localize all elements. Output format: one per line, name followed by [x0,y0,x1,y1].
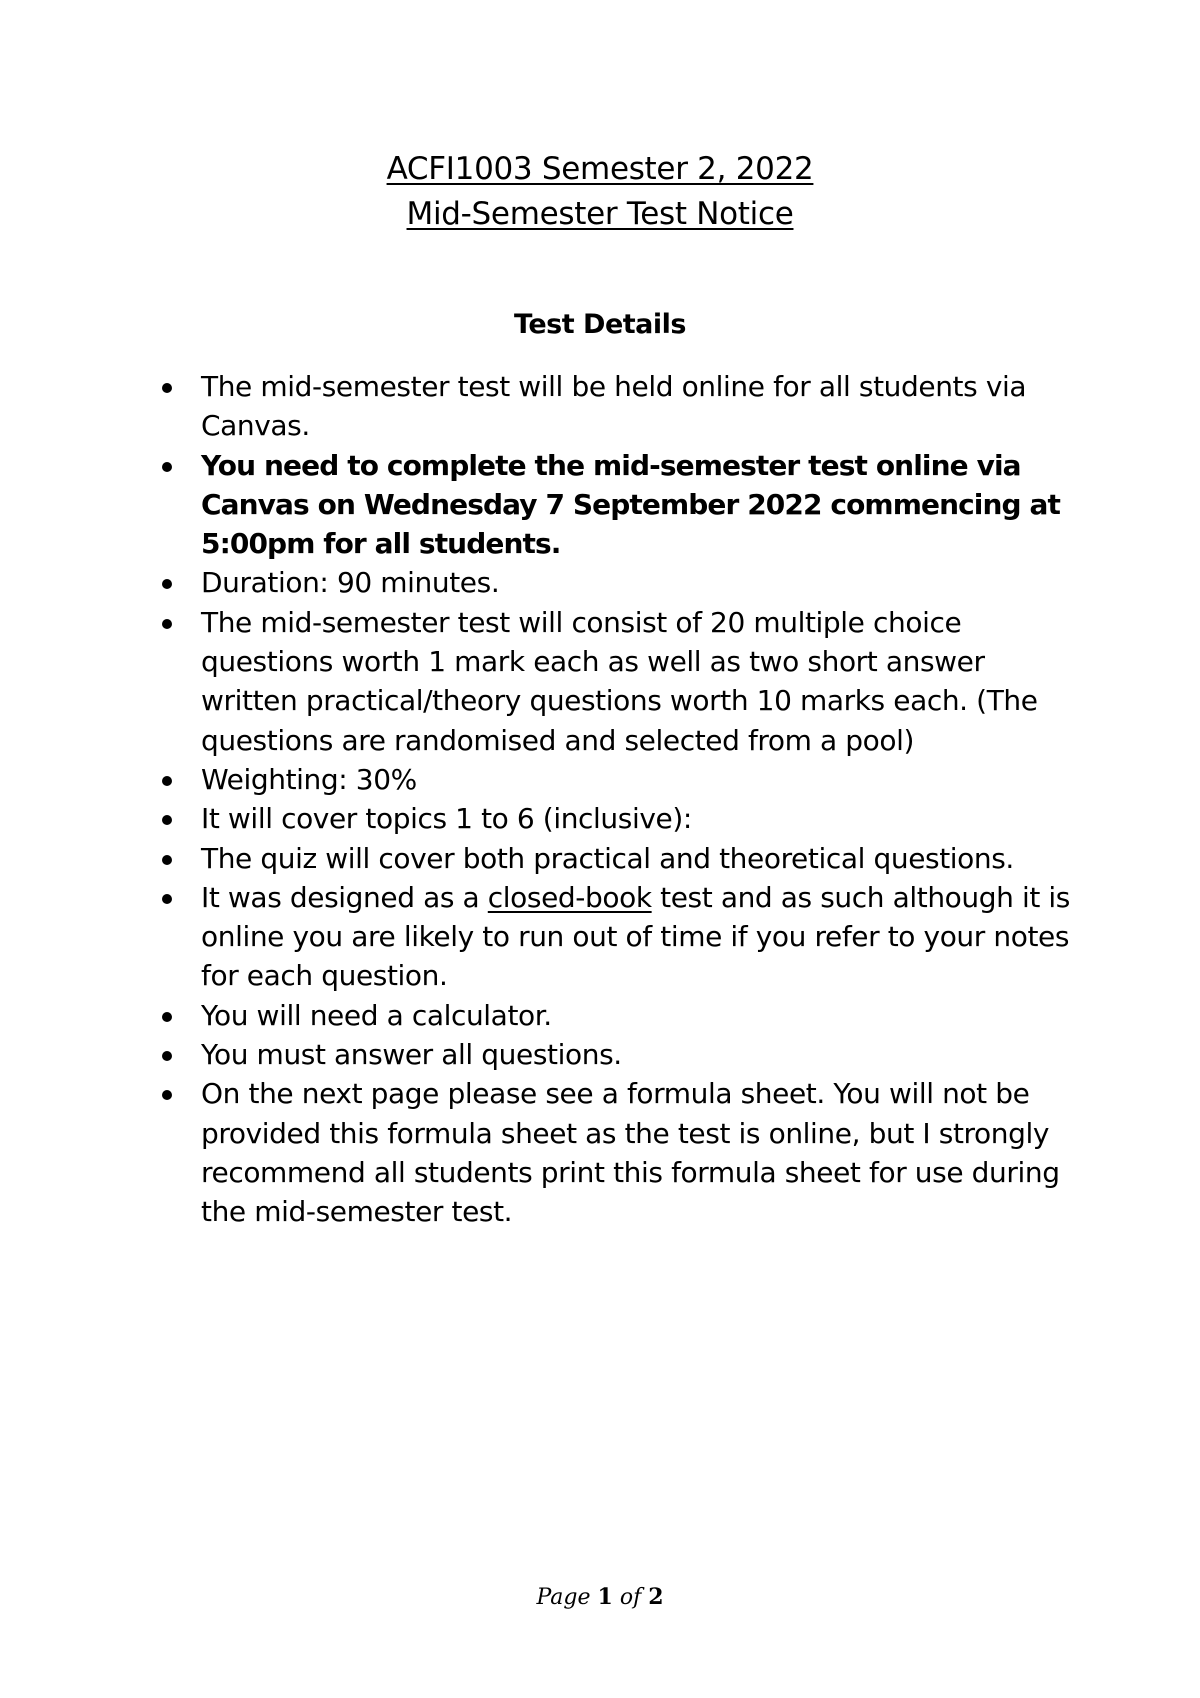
title-line-notice: Mid-Semester Test Notice [406,196,794,232]
closed-book-emphasis: closed-book [487,880,652,914]
bullet-icon [162,619,172,629]
list-item [0,563,1081,602]
bullet-icon [162,1012,172,1022]
list-item [0,839,1081,878]
current-page-number: 1 [597,1584,613,1610]
list-item [0,996,1081,1035]
list-item-text: The mid-semester test will be held online for all students via Canvas. [201,370,1027,443]
list-item-text-prefix: It was designed as a [201,880,488,914]
page-label: Page [536,1585,591,1610]
list-item [0,367,1081,446]
list-item-text: The quiz will cover both practical and theoretical questions. [201,841,1014,875]
title-line-course: ACFI1003 Semester 2, 2022 [386,151,814,187]
list-item-text: Duration: 90 minutes. [201,566,500,600]
bullet-icon [162,579,172,589]
document-title [0,147,1200,237]
list-item-text: You will need a calculator. [201,998,552,1032]
bullet-icon [162,383,172,393]
section-heading: Test Details [514,309,686,340]
list-item-text: It will cover topics 1 to 6 (inclusive): [201,802,692,836]
list-item [0,799,1081,838]
list-item-text: You need to complete the mid-semester test online via Canvas on Wednesday 7 September 2022 commencing at 5:00pm for all students. [201,448,1060,561]
list-item [0,878,1081,996]
list-item [0,1035,1081,1074]
bullet-icon [162,855,172,865]
test-details-list [0,367,1081,1232]
of-label: of [619,1585,642,1610]
list-item-text: The mid-semester test will consist of 20 multiple choice questions worth 1 mark each as well as two short answer written practical/theory questions worth 10 marks each. (The questions are randomised and selected from a pool) [201,605,1038,757]
bullet-icon [162,894,172,904]
bullet-icon [162,776,172,786]
list-item-text: On the next page please see a formula sheet. You will not be provided this formula sheet as the test is online, but I strongly recommend all students print this formula sheet for use during the mid-semester test. [201,1077,1060,1229]
list-item-text: You must answer all questions. [201,1038,622,1072]
bullet-icon [162,1090,172,1100]
page-number-footer [0,1582,1200,1613]
bullet-icon [162,1051,172,1061]
bullet-icon [162,815,172,825]
list-item-text-suffix: test and as such although it is online you are likely to run out of time if you refer to your notes for each question. [201,880,1070,993]
list-item [0,446,1081,564]
total-pages-number: 2 [648,1584,664,1610]
list-item-text: Weighting: 30% [201,762,417,796]
list-item [0,603,1081,760]
list-item [0,1074,1081,1231]
bullet-icon [162,462,172,472]
list-item [0,760,1081,799]
